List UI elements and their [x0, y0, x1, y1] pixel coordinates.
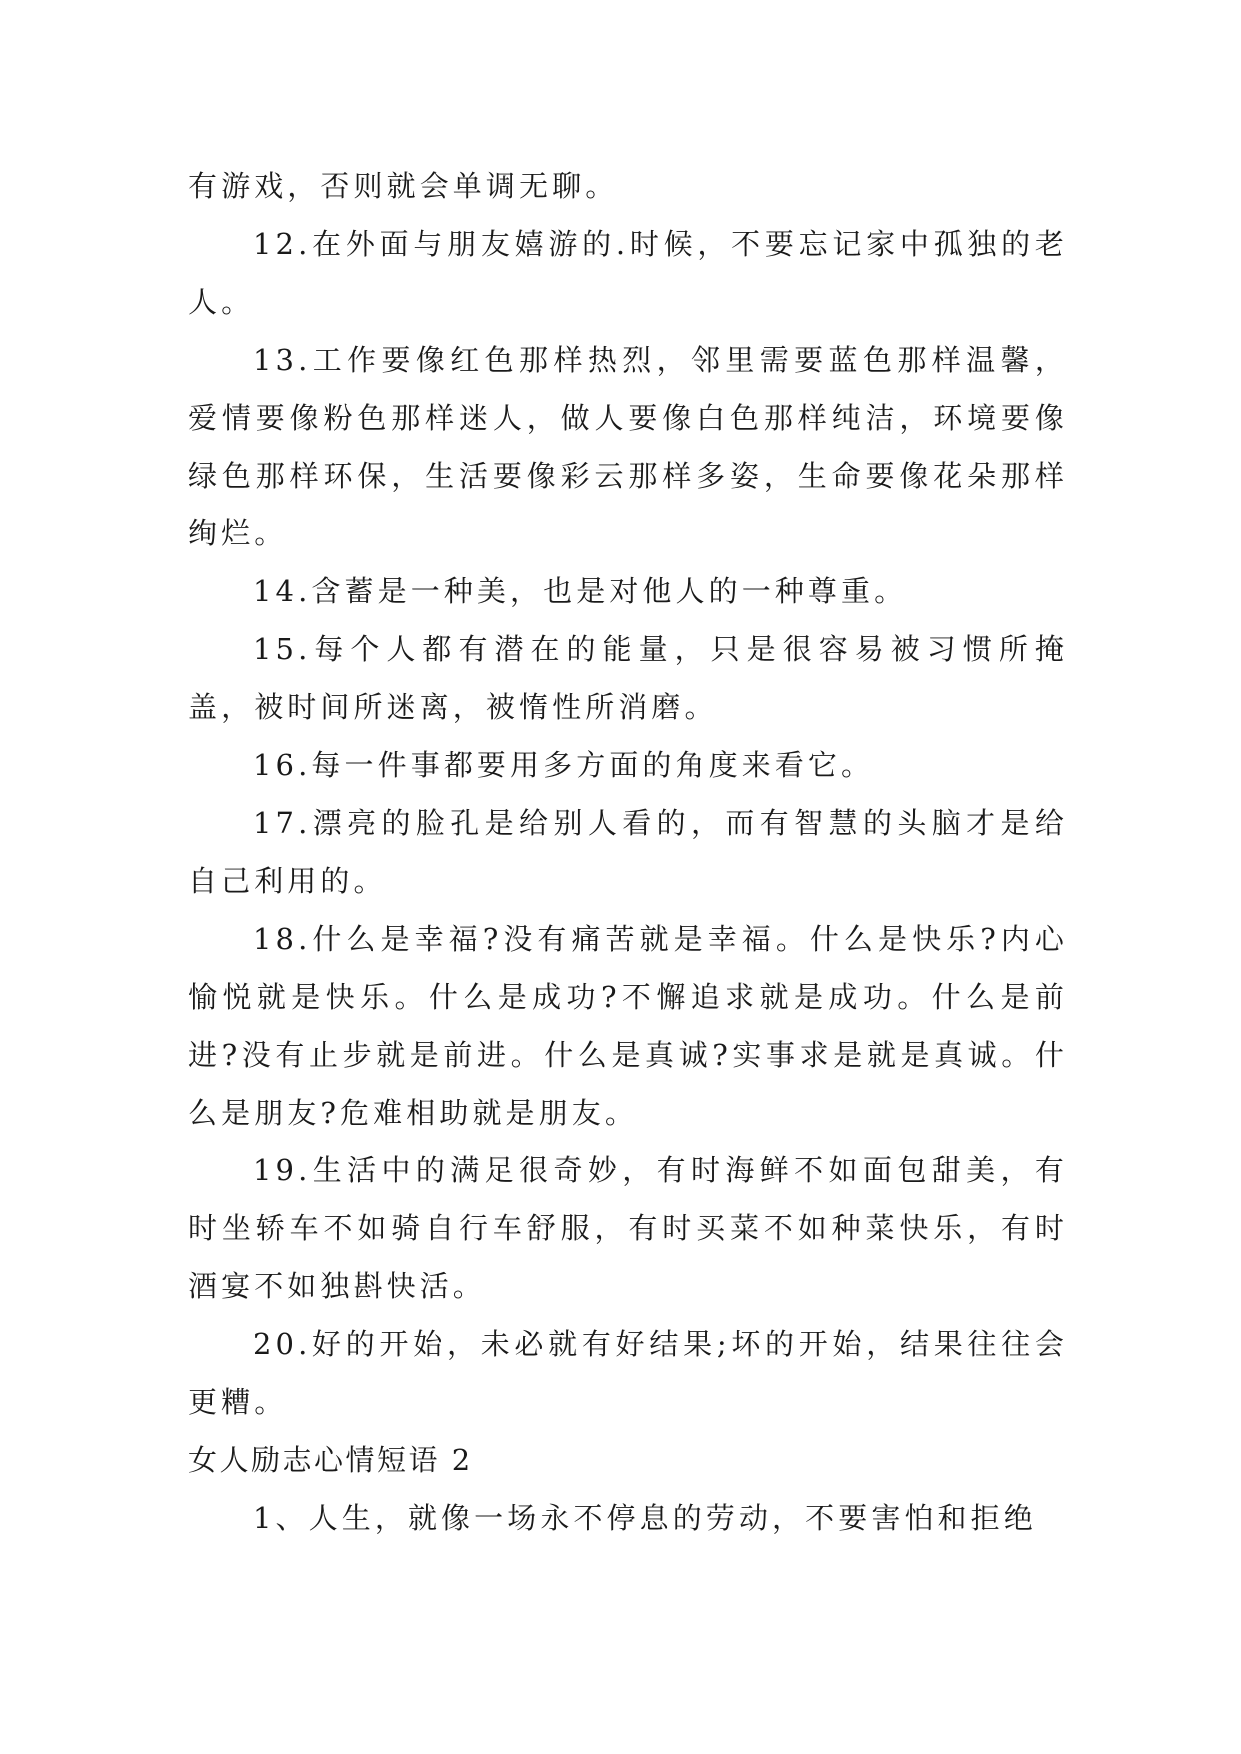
- paragraph-item-16: 16.每一件事都要用多方面的角度来看它。: [253, 748, 875, 783]
- paragraph-item-17: 17.漂亮的脸孔是给别人看的，而有智慧的头脑才是给自己利用的。: [188, 805, 1068, 898]
- document-body: [188, 158, 1068, 1548]
- paragraph-item-18: 18.什么是幸福?没有痛苦就是幸福。什么是快乐?内心愉悦就是快乐。什么是成功?不懈追求就是成功。什么是前进?没有止步就是前进。什么是真诚?实事求是就是真诚。什么是朋友?危难相助就是朋友。: [188, 921, 1068, 1130]
- paragraph-item-20: 20.好的开始，未必就有好结果;坏的开始，结果往往会更糟。: [188, 1327, 1068, 1420]
- paragraph-item-1: 1、人生，就像一场永不停息的劳动，不要害怕和拒绝: [253, 1500, 1037, 1535]
- paragraph-item-12: 12.在外面与朋友嬉游的.时候，不要忘记家中孤独的老人。: [188, 226, 1068, 319]
- paragraph-item-19: 19.生活中的满足很奇妙，有时海鲜不如面包甜美，有时坐轿车不如骑自行车舒服，有时买菜不如种菜快乐，有时酒宴不如独斟快活。: [188, 1153, 1068, 1304]
- paragraph-item-14: 14.含蓄是一种美，也是对他人的一种尊重。: [253, 574, 908, 609]
- paragraph-continuation: 有游戏，否则就会单调无聊。: [188, 169, 619, 203]
- section-heading: 女人励志心情短语 2: [188, 1442, 473, 1477]
- paragraph-item-15: 15.每个人都有潜在的能量，只是很容易被习惯所掩盖，被时间所迷离，被惰性所消磨。: [188, 632, 1068, 725]
- paragraph-item-13: 13.工作要像红色那样热烈，邻里需要蓝色那样温馨，爱情要像粉色那样迷人，做人要像白色那样纯洁，环境要像绿色那样环保，生活要像彩云那样多姿，生命要像花朵那样绚烂。: [188, 342, 1068, 551]
